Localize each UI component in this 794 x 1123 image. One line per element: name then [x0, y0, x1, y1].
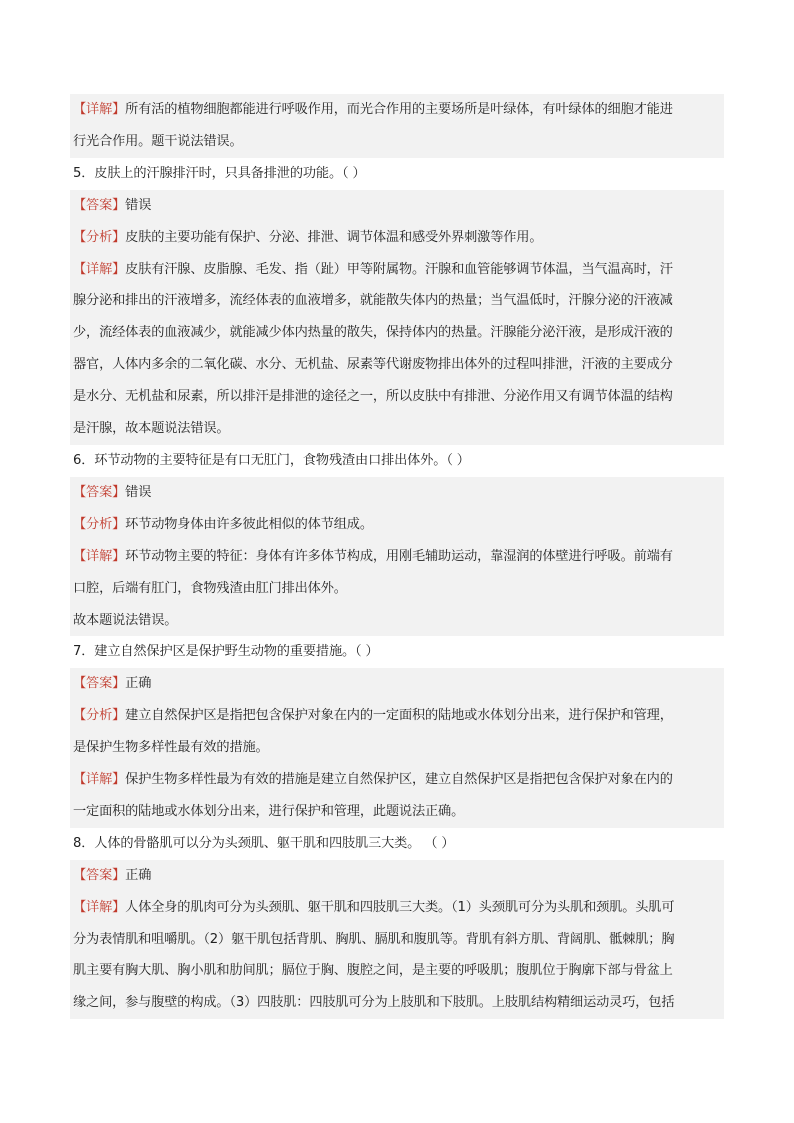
section-tag: 【详解】: [73, 772, 126, 788]
answer-text: 正确: [125, 867, 152, 883]
answer-line: [73, 254, 724, 286]
answer-line: [73, 924, 724, 956]
answer-line: [73, 955, 724, 987]
answer-text: 少，流经体表的血液减少，就能减少体内热量的散失，保持体内的热量。汗腺能分泌汗液，是形成汗液的: [73, 325, 673, 341]
answer-line: [73, 317, 724, 349]
answer-block: [70, 190, 724, 222]
section-tag: 【答案】: [73, 867, 126, 883]
question-stem: 8．人体的骨骼肌可以分为头颈肌、躯干肌和四肢肌三大类。 （ ）: [73, 835, 455, 851]
answer-text: 皮肤的主要功能有保护、分泌、排泄、调节体温和感受外界刺激等作用。: [125, 229, 543, 245]
section-tag: 【答案】: [73, 676, 126, 692]
answer-block: [70, 700, 724, 764]
answer-line: [73, 413, 724, 445]
answer-line: [73, 796, 724, 828]
answer-text: 是水分、无机盐和尿素，所以排汗是排泄的途径之一，所以皮肤中有排泄、分泌作用又有调节体温的结构: [73, 389, 673, 405]
section-tag: 【分析】: [73, 708, 126, 724]
answer-text: 缘之间，参与腹壁的构成。（3）四肢肌：四肢肌可分为上肢肌和下肢肌。上肢肌结构精细运动灵巧，包括: [73, 995, 675, 1011]
answer-line: [73, 764, 724, 796]
section-tag: 【详解】: [73, 899, 126, 915]
answer-block: [70, 94, 724, 158]
answer-text: 肌主要有胸大肌、胸小肌和肋间肌；膈位于胸、腹腔之间，是主要的呼吸肌；腹肌位于胸廓下部与骨盆上: [73, 963, 673, 979]
answer-text: 腺分泌和排出的汗液增多，流经体表的血液增多，就能散失体内的热量；当气温低时，汗腺分泌的汗液减: [73, 293, 673, 309]
answer-line: [73, 477, 724, 509]
answer-line: [73, 94, 724, 126]
answer-text: 器官，人体内多余的二氧化碳、水分、无机盐、尿素等代谢废物排出体外的过程叫排泄，汗液的主要成分: [73, 357, 673, 373]
answer-text: 人体全身的肌肉可分为头颈肌、躯干肌和四肢肌三大类。（1）头颈肌可分为头肌和颈肌。头肌可: [125, 899, 675, 915]
answer-line: [73, 541, 724, 573]
answer-text: 皮肤有汗腺、皮脂腺、毛发、指（趾）甲等附属物。汗腺和血管能够调节体温，当气温高时，汗: [125, 261, 673, 277]
answer-line: [73, 668, 724, 700]
answer-line: [73, 349, 724, 381]
answer-line: [73, 126, 724, 158]
answer-line: [73, 381, 724, 413]
section-tag: 【详解】: [73, 102, 126, 117]
section-tag: 【详解】: [73, 548, 126, 564]
answer-line: [73, 285, 724, 317]
answer-line: [73, 700, 724, 732]
section-tag: 【答案】: [73, 197, 126, 213]
section-tag: 【答案】: [73, 484, 126, 500]
answer-line: [73, 190, 724, 222]
answer-text: 保护生物多样性最为有效的措施是建立自然保护区，建立自然保护区是指把包含保护对象在内的: [125, 772, 673, 788]
section-tag: 【详解】: [73, 261, 126, 277]
answer-line: [73, 605, 724, 637]
question-stem: 7．建立自然保护区是保护野生动物的重要措施。（ ）: [73, 644, 379, 660]
answer-line: [73, 987, 724, 1019]
answer-text: 环节动物身体由许多彼此相似的体节组成。: [125, 516, 373, 532]
answer-text: 正确: [125, 676, 152, 692]
answer-text: 行光合作用。题干说法错误。: [73, 133, 243, 149]
section-tag: 【分析】: [73, 229, 126, 245]
answer-block: [70, 477, 724, 509]
answer-line: [73, 573, 724, 605]
answer-block: [70, 509, 724, 541]
answer-text: 环节动物主要的特征：身体有许多体节构成，用刚毛辅助运动，靠湿润的体壁进行呼吸。前端有: [125, 548, 673, 564]
answer-block: [70, 860, 724, 892]
document-body: [70, 94, 724, 1019]
answer-block: [70, 764, 724, 828]
answer-block: [70, 541, 724, 637]
answer-line: [73, 222, 724, 254]
answer-text: 是保护生物多样性最有效的措施。: [73, 740, 269, 756]
answer-block: [70, 222, 724, 254]
answer-text: 错误: [125, 484, 152, 500]
answer-line: [73, 732, 724, 764]
answer-text: 所有活的植物细胞都能进行呼吸作用，而光合作用的主要场所是叶绿体，有叶绿体的细胞才能进: [125, 102, 673, 117]
answer-line: [73, 892, 724, 924]
answer-block: [70, 892, 724, 1020]
answer-line: [73, 509, 724, 541]
question-stem: 5．皮肤上的汗腺排汗时，只具备排泄的功能。（ ）: [73, 165, 366, 181]
answer-block: [70, 668, 724, 700]
answer-text: 建立自然保护区是指把包含保护对象在内的一定面积的陆地或水体划分出来，进行保护和管理，: [125, 708, 673, 724]
question-stem: 6．环节动物的主要特征是有口无肛门，食物残渣由口排出体外。（ ）: [73, 452, 470, 468]
answer-text: 一定面积的陆地或水体划分出来，进行保护和管理，此题说法正确。: [73, 803, 465, 819]
answer-block: [70, 254, 724, 445]
answer-text: 错误: [125, 197, 152, 213]
answer-line: [73, 860, 724, 892]
answer-text: 故本题说法错误。: [73, 612, 178, 628]
answer-text: 口腔，后端有肛门，食物残渣由肛门排出体外。: [73, 580, 347, 596]
answer-text: 是汗腺，故本题说法错误。: [73, 421, 230, 437]
section-tag: 【分析】: [73, 516, 126, 532]
answer-text: 分为表情肌和咀嚼肌。（2）躯干肌包括背肌、胸肌、膈肌和腹肌等。背肌有斜方肌、背阔肌、骶棘肌；胸: [73, 931, 675, 947]
